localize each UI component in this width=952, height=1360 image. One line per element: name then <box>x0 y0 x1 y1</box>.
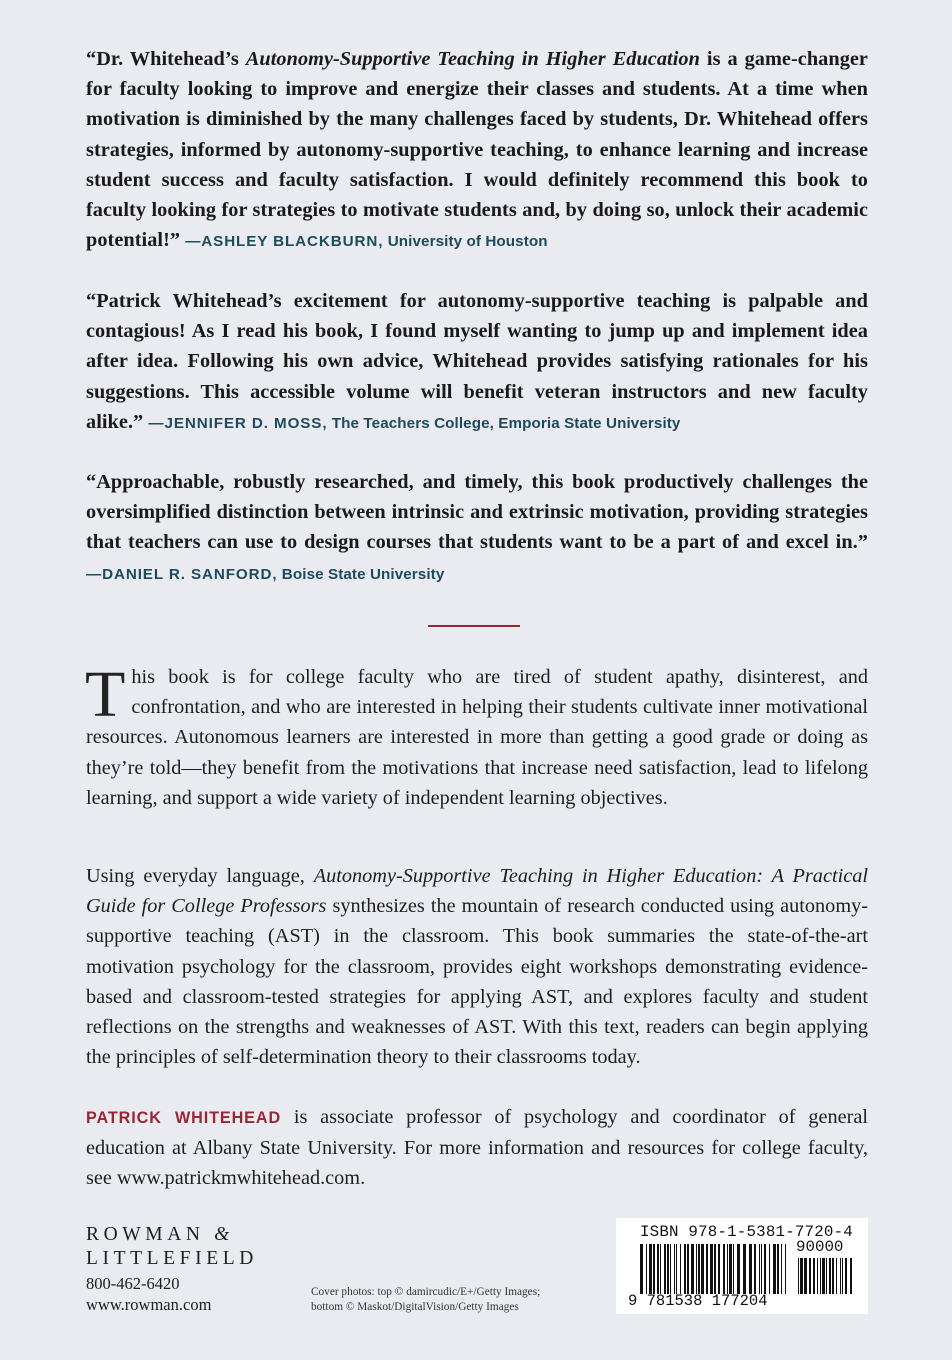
author-bio: PATRICK WHITEHEAD is associate professor of psychology and coordinator of general education at Albany State University. For more information and resources for college faculty, see www.patrickmwhitehead.com. <box>86 1106 868 1190</box>
drop-cap: T <box>85 658 126 731</box>
description-paragraph-2: Using everyday language, Autonomy-Supportive Teaching in Higher Education: A Practical Guide for College Professors synthesizes the mountain of research conducted using autonomy-supportive teaching (AST) in the classroom. This book summaries the state-of-the-art motivation psychology for the classroom, provides eight workshops demonstrating evidence-based and classroom-tested strategies for applying AST, and explores faculty and student reflections on the strengths and weaknesses of AST. With this text, readers can begin applying the principles of self-determination theory to their classrooms today. <box>86 865 868 1069</box>
endorsement-attribution: —ASHLEY BLACKBURN, University of Houston <box>185 233 548 251</box>
publisher-website: www.rowman.com <box>86 1295 212 1314</box>
price-code: 90000 <box>796 1238 844 1256</box>
book-title: Autonomy-Supportive Teaching in Higher Education <box>245 48 700 70</box>
isbn-barcode <box>616 1218 868 1314</box>
book-title: Autonomy-Supportive Teaching in Higher Education: A Practical Guide for College Professors <box>86 865 868 918</box>
endorsement-3 <box>86 467 868 590</box>
publisher-phone: 800-462-6420 <box>86 1274 180 1293</box>
endorsement-quote: “Patrick Whitehead’s excitement for autonomy-supportive teaching is palpable and contagious! As I read his book, I found myself wanting to jump up and implement idea after idea. Following his own advice, Whitehead provides satisfying rationales for his suggestions. This accessible volume will benefit veteran instructors and new faculty alike.” —JENNIFER D. MOSS, The Teachers College, Emporia State University <box>86 290 868 433</box>
photo-credits: Cover photos: top © damircudic/E+/Getty Images; bottom © Maskot/DigitalVision/Getty Images <box>311 1286 541 1313</box>
endorsement-1 <box>86 44 868 257</box>
barcode-digits: 9 781538 177204 <box>628 1292 768 1310</box>
endorsement-2 <box>86 286 868 439</box>
author-name: PATRICK WHITEHEAD <box>86 1109 282 1127</box>
endorsement-attribution: —JENNIFER D. MOSS, The Teachers College, Emporia State University <box>148 414 681 432</box>
description-paragraph-1: This book is for college faculty who are tired of student apathy, disinterest, and confrontation, and who are interested in helping their students cultivate inner motivational resources. Autonomous learners are interested in more than getting a good grade or doing as they’re told—they benefit from the motivations that increase need satisfaction, lead to lifelong learning, and support a wide variety of independent learning objectives. <box>85 658 868 809</box>
endorsement-attribution: —DANIEL R. SANFORD, Boise State University <box>86 565 445 583</box>
publisher-logo-line-2: LITTLEFIELD <box>86 1248 258 1269</box>
publisher-logo-line-1: ROWMAN & <box>86 1224 230 1245</box>
endorsement-quote: “Dr. Whitehead’s Autonomy-Supportive Teaching in Higher Education is a game-changer for faculty looking to improve and energize their classes and students. At a time when motivation is diminished by the many challenges faced by students, Dr. Whitehead offers strategies, informed by autonomy-supportive teaching, to enhance learning and increase student success and faculty satisfaction. I would definitely recommend this book to faculty looking for strategies to motivate students and, by doing so, unlock their academic potential!” —ASHLEY BLACKBURN, University of Houston <box>86 48 868 252</box>
section-divider <box>428 625 520 627</box>
endorsement-quote: “Approachable, robustly researched, and timely, this book productively challenges the oversimplified distinction between intrinsic and extrinsic motivation, providing strategies that teachers can use to design courses that students want to be a part of and excel in.” —DANIEL R. SANFORD, Boise State University <box>86 471 868 583</box>
isbn-number: ISBN 978-1-5381-7720-4 <box>640 1223 853 1241</box>
publisher-block <box>86 1223 258 1315</box>
